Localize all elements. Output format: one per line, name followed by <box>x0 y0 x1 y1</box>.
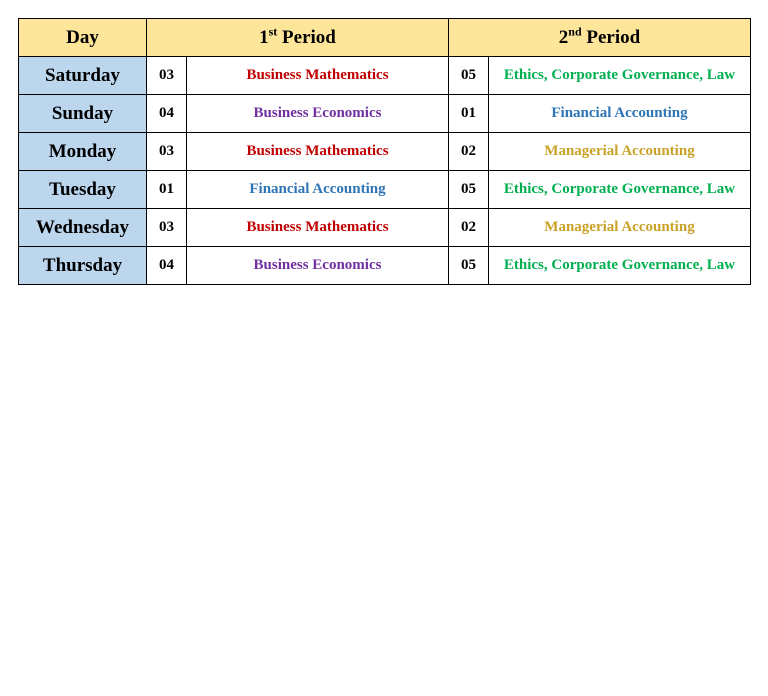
period-2-code: 02 <box>449 133 489 171</box>
period-1-code: 01 <box>147 171 187 209</box>
table-row <box>19 171 751 209</box>
period-2-code: 02 <box>449 209 489 247</box>
timetable <box>18 18 751 285</box>
period-2-subject: Ethics, Corporate Governance, Law <box>489 57 751 95</box>
header-row <box>19 19 751 57</box>
period-1-subject: Business Economics <box>187 95 449 133</box>
period-1-code: 04 <box>147 247 187 285</box>
period-1-ordinal: st <box>268 24 278 39</box>
table-row <box>19 95 751 133</box>
period-1-number: 1 <box>259 26 269 48</box>
period-2-subject: Managerial Accounting <box>489 133 751 171</box>
period-2-code: 05 <box>449 57 489 95</box>
table-row <box>19 247 751 285</box>
period-2-code: 05 <box>449 171 489 209</box>
day-cell: Sunday <box>19 95 147 133</box>
period-2-header <box>449 19 751 57</box>
period-2-subject: Ethics, Corporate Governance, Law <box>489 171 751 209</box>
day-cell: Thursday <box>19 247 147 285</box>
day-cell: Saturday <box>19 57 147 95</box>
period-1-code: 03 <box>147 133 187 171</box>
period-1-subject: Business Mathematics <box>187 209 449 247</box>
period-2-number: 2 <box>558 26 569 48</box>
period-1-subject: Business Economics <box>187 247 449 285</box>
day-cell: Monday <box>19 133 147 171</box>
day-header: Day <box>19 19 147 57</box>
period-2-ordinal: nd <box>568 24 582 39</box>
period-1-header <box>147 19 449 57</box>
period-1-subject: Business Mathematics <box>187 57 449 95</box>
period-2-subject: Financial Accounting <box>489 95 751 133</box>
period-1-subject: Business Mathematics <box>187 133 449 171</box>
period-1-word: Period <box>277 26 336 48</box>
table-row <box>19 57 751 95</box>
period-1-code: 04 <box>147 95 187 133</box>
period-2-code: 05 <box>449 247 489 285</box>
period-1-code: 03 <box>147 209 187 247</box>
table-row <box>19 133 751 171</box>
period-2-subject: Managerial Accounting <box>489 209 751 247</box>
period-1-subject: Financial Accounting <box>187 171 449 209</box>
table-row <box>19 209 751 247</box>
day-cell: Wednesday <box>19 209 147 247</box>
period-1-code: 03 <box>147 57 187 95</box>
period-2-code: 01 <box>449 95 489 133</box>
period-2-word: Period <box>581 26 641 48</box>
day-cell: Tuesday <box>19 171 147 209</box>
period-2-subject: Ethics, Corporate Governance, Law <box>489 247 751 285</box>
